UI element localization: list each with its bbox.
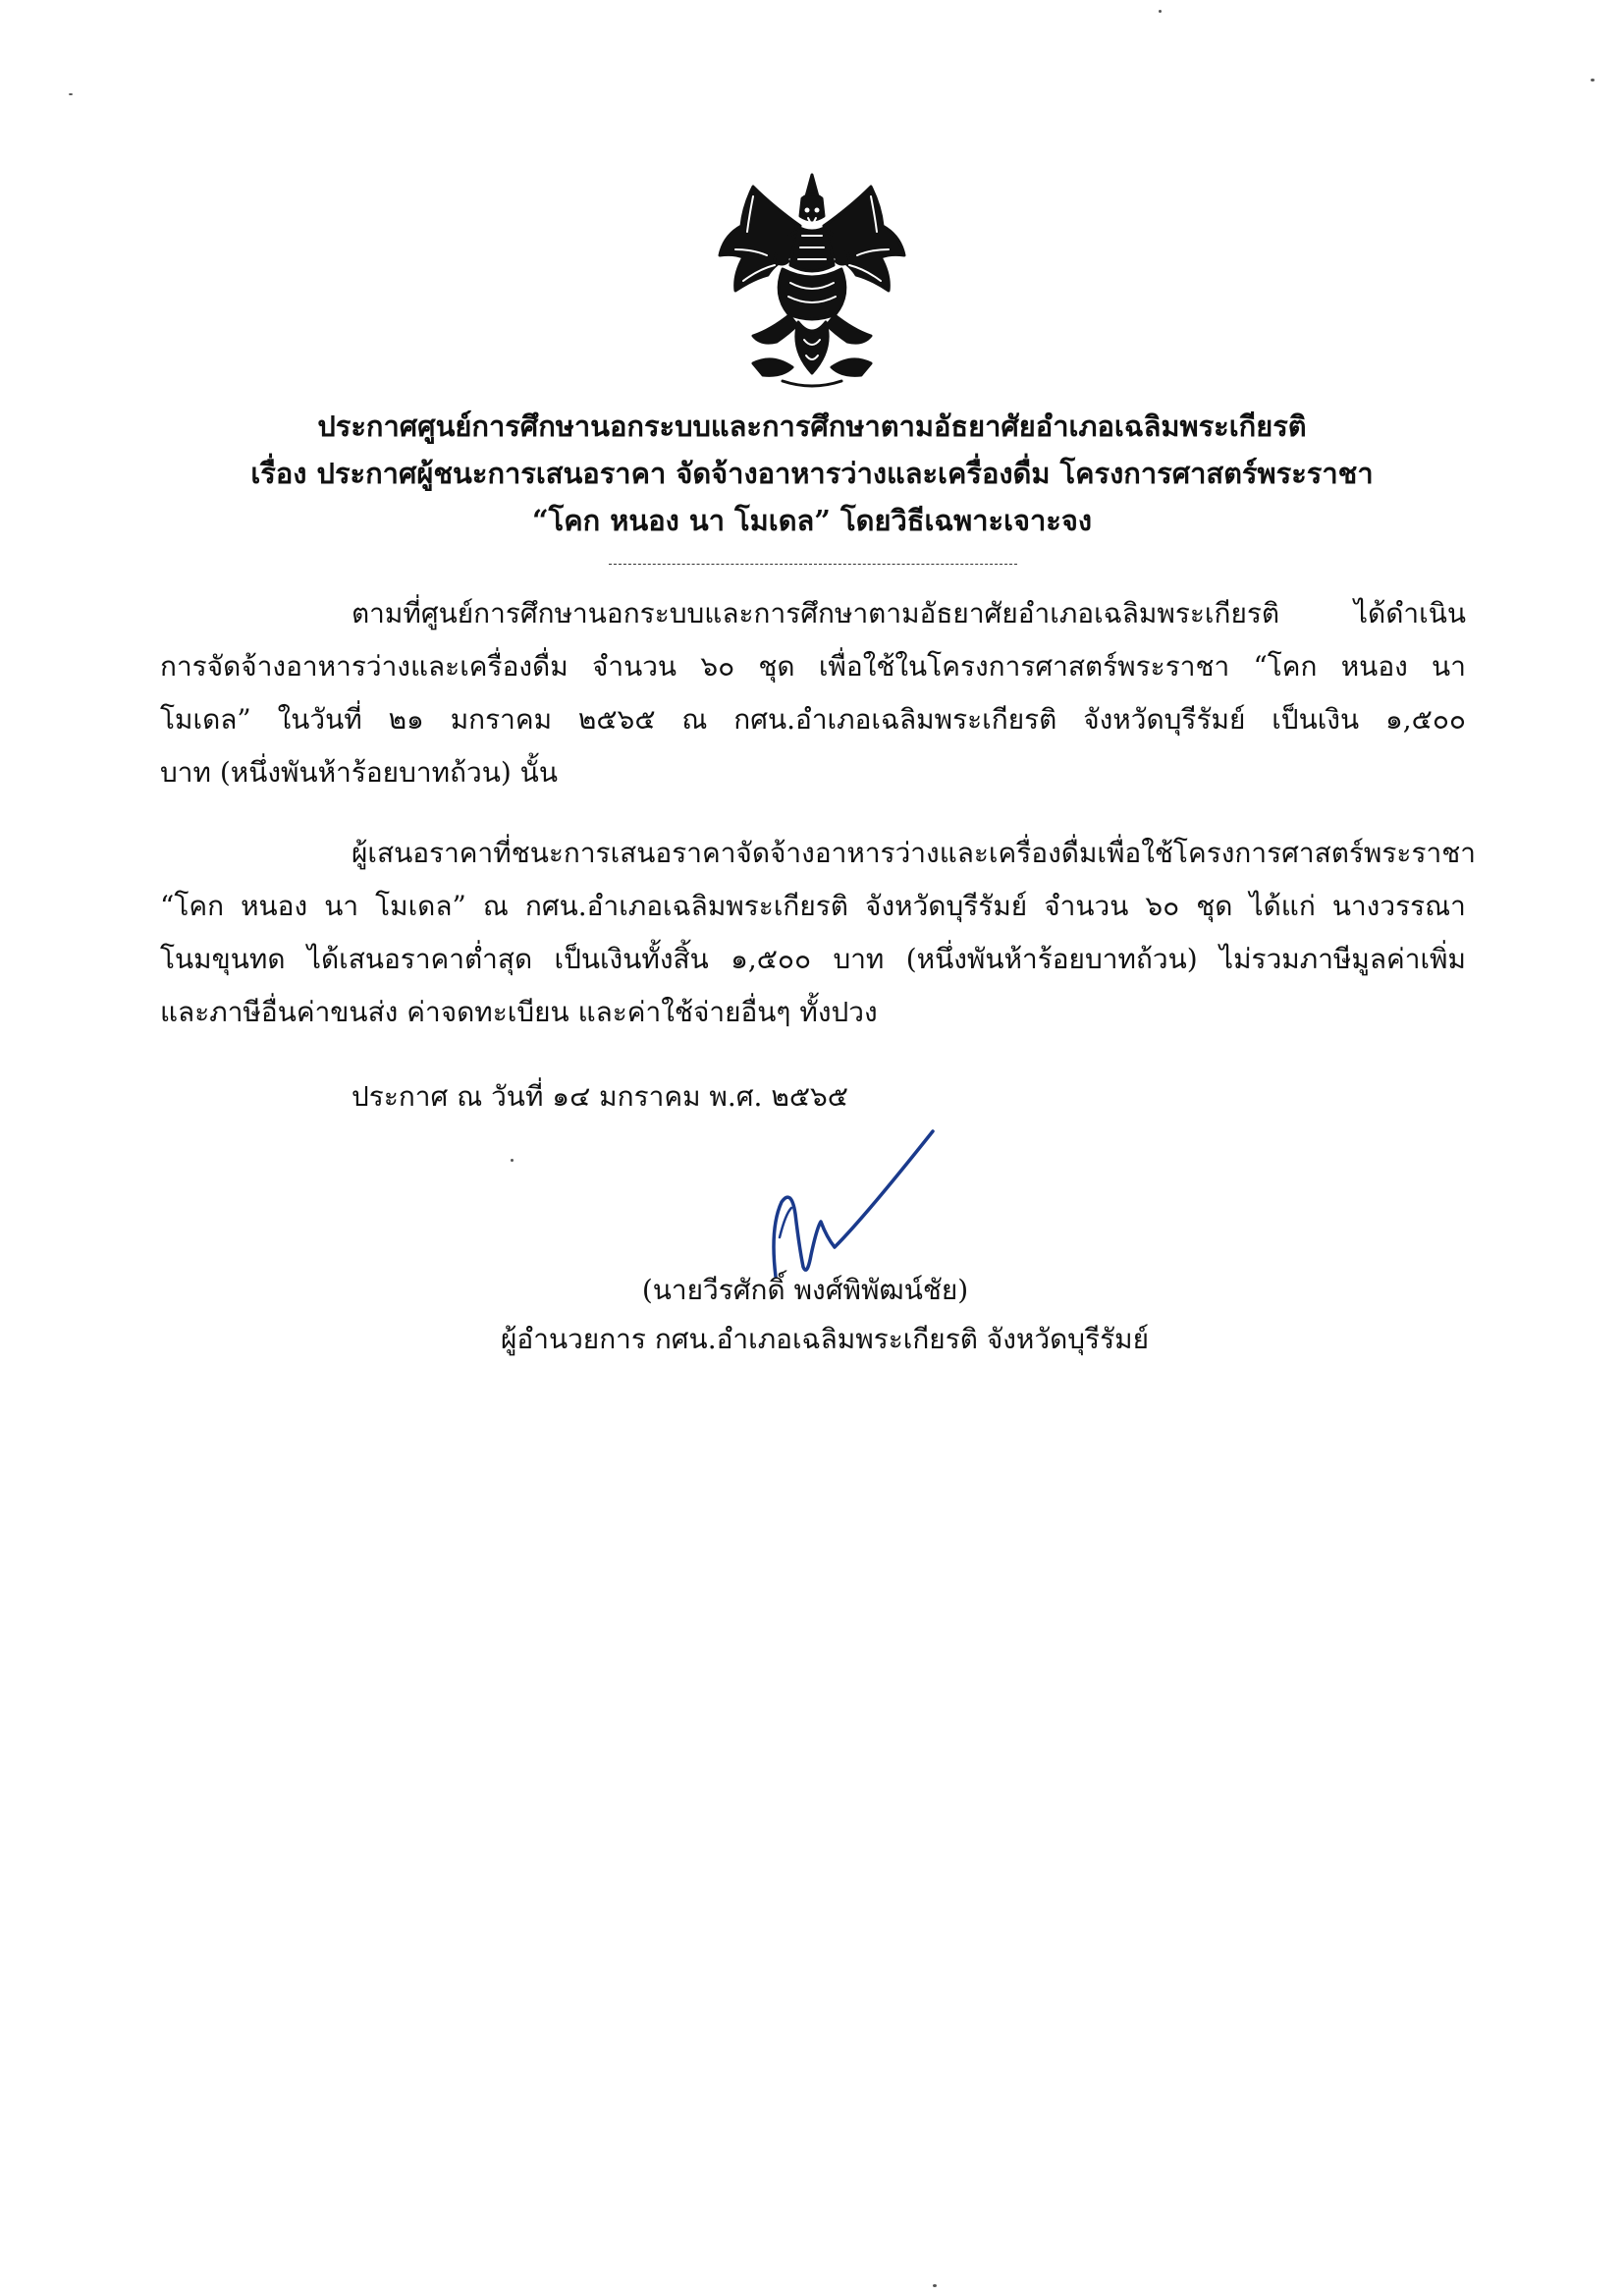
title-line-1: ประกาศศูนย์การศึกษานอกระบบและการศึกษาตามอัธยาศัยอำเภอเฉลิมพระเกียรติ (317, 410, 1307, 443)
signer-name: (นายวีรศักดิ์ พงศ์พิพัฒน์ชัย) (641, 1274, 969, 1306)
announcement-title (157, 403, 1467, 544)
paragraph-2-line-1: ผู้เสนอราคาที่ชนะการเสนอราคาจัดจ้างอาหารว่างและเครื่องดื่ม เพื่อใช้โครงการศาสตร์พระราชา (352, 837, 1476, 869)
paragraph-1-line-3: โมเดล” ในวันที่ ๒๑ มกราคม ๒๕๖๕ ณ กศน.อำเภอเฉลิมพระเกียรติ จังหวัดบุรีรัมย์ เป็นเงิน ๑,๕๐๐ (160, 703, 1466, 736)
paragraph-1-line-1: ตามที่ศูนย์การศึกษานอกระบบและการศึกษาตามอัธยาศัยอำเภอเฉลิมพระเกียรติ ได้ดำเนิน (352, 597, 1466, 629)
title-line-2: เรื่อง ประกาศผู้ชนะการเสนอราคา จัดจ้างอาหารว่างและเครื่องดื่ม โครงการศาสตร์พระราชา (250, 457, 1374, 490)
scan-speck (511, 1159, 514, 1162)
title-line-3: “โคก หนอง นา โมเดล” โดยวิธีเฉพาะเจาะจง (531, 504, 1093, 537)
scan-speck (69, 93, 73, 95)
scan-speck (1159, 10, 1162, 13)
title-separator (609, 564, 1017, 565)
signer-position: ผู้อำนวยการ กศน.อำเภอเฉลิมพระเกียรติ จังหวัดบุรีรัมย์ (501, 1323, 1149, 1355)
scan-speck (933, 2284, 937, 2287)
garuda-emblem-icon (714, 167, 910, 393)
paragraph-2 (160, 827, 1476, 1039)
announcement-date: ประกาศ ณ วันที่ ๑๔ มกราคม พ.ศ. ๒๕๖๕ (352, 1080, 848, 1113)
paragraph-2-line-4: และภาษีอื่นค่าขนส่ง ค่าจดทะเบียน และค่าใช้จ่ายอื่นๆ ทั้งปวง (160, 996, 878, 1028)
paragraph-1-line-4: บาท (หนึ่งพันห้าร้อยบาทถ้วน) นั้น (160, 756, 558, 789)
paragraph-2-line-3: โนมขุนทด ได้เสนอราคาต่ำสุด เป็นเงินทั้งสิ้น ๑,๕๐๐ บาท (หนึ่งพันห้าร้อยบาทถ้วน) ไม่รวมภาษีมูลค่าเพิ่ม (160, 943, 1466, 975)
paragraph-2-line-2: “โคก หนอง นา โมเดล” ณ กศน.อำเภอเฉลิมพระเกียรติ จังหวัดบุรีรัมย์ จำนวน ๖๐ ชุด ได้แก่ นางวรรณา (160, 890, 1466, 922)
paragraph-1-line-2: การจัดจ้างอาหารว่างและเครื่องดื่ม จำนวน ๖๐ ชุด เพื่อใช้ในโครงการศาสตร์พระราชา “โคก หนอง นา (160, 650, 1466, 683)
scan-speck (1591, 79, 1595, 82)
paragraph-1 (160, 587, 1466, 799)
